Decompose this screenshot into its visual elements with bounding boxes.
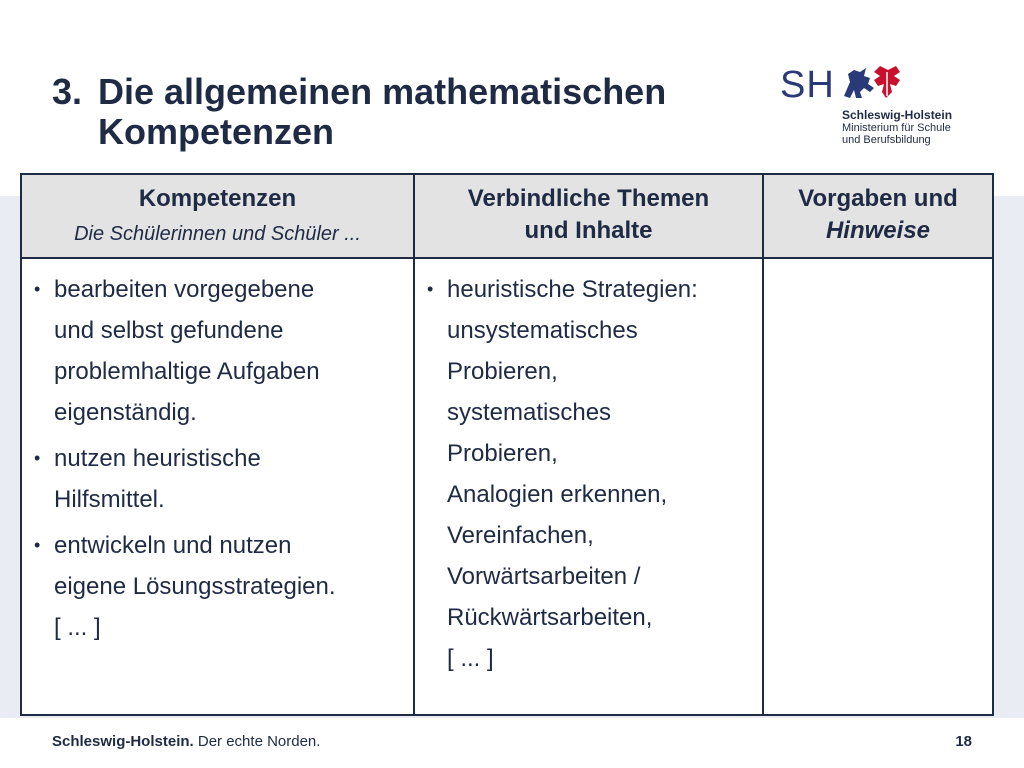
bullet-icon: •	[427, 279, 434, 299]
list-item-text: Vereinfachen,	[447, 522, 594, 549]
column-header-subtitle: Die Schülerinnen und Schüler ...	[74, 223, 361, 245]
logo-ministry-line-1: Ministerium für Schule	[842, 122, 951, 134]
list-item-text: nutzen heuristische	[54, 445, 261, 472]
bullet-icon: •	[34, 448, 41, 468]
footer-slogan	[52, 733, 320, 750]
list-item	[32, 525, 403, 648]
column-header	[764, 175, 992, 259]
list-item	[32, 269, 403, 433]
logo-org-name: Schleswig-Holstein	[842, 108, 953, 122]
column-body	[415, 269, 762, 684]
logo-ministry-line-2: und Berufsbildung	[842, 134, 931, 146]
ministry-logo	[780, 62, 960, 148]
list-item	[32, 438, 403, 520]
column-header-title	[415, 175, 762, 247]
column-kompetenzen	[22, 175, 415, 714]
list-item	[425, 269, 752, 679]
column-header-line-1: Vorgaben und	[798, 185, 958, 212]
column-header-title: Kompetenzen	[138, 185, 297, 212]
list-item-text: Hilfsmittel.	[54, 486, 165, 513]
list-item-text: [ ... ]	[54, 614, 101, 641]
list-item-text: problemhaltige Aufgaben	[54, 358, 320, 385]
list-item-text: [ ... ]	[447, 645, 494, 672]
column-header	[22, 175, 413, 259]
list-item-text: heuristische Strategien:	[447, 276, 698, 303]
list-item-text: Vorwärtsarbeiten /	[447, 563, 641, 590]
list-item-text: Probieren,	[447, 358, 558, 385]
column-vorgaben	[764, 175, 992, 714]
title-line-2: Kompetenzen	[98, 111, 335, 152]
column-header-title	[764, 175, 992, 247]
list-item-text: eigene Lösungsstrategien.	[54, 573, 336, 600]
bullet-icon: •	[34, 279, 41, 299]
slide-title	[52, 72, 666, 152]
footer-slogan-text: Der echte Norden.	[197, 733, 321, 750]
title-number: 3.	[52, 71, 83, 112]
competence-table	[20, 173, 994, 716]
list-item-text: Rückwärtsarbeiten,	[447, 604, 653, 631]
column-header-line-1: Verbindliche Themen	[467, 185, 710, 212]
list-item-text: Probieren,	[447, 440, 558, 467]
list-item-text: bearbeiten vorgegebene	[54, 276, 315, 303]
footer-brand: Schleswig-Holstein.	[52, 733, 194, 750]
column-themen	[415, 175, 764, 714]
column-header-line-2: und Inhalte	[524, 217, 653, 244]
list-item-text: eigenständig.	[54, 399, 197, 426]
page-number: 18	[955, 733, 972, 750]
crest-icon	[840, 62, 936, 104]
logo-letters: SH	[780, 64, 835, 106]
list-item-text: entwickeln und nutzen	[54, 532, 292, 559]
list-item-text: unsystematisches	[447, 317, 638, 344]
title-line-1: Die allgemeinen mathematischen	[98, 71, 667, 112]
list-item-text: und selbst gefundene	[54, 317, 284, 344]
column-header	[415, 175, 762, 259]
column-header-line-2: Hinweise	[825, 217, 931, 244]
column-body	[22, 269, 413, 653]
list-item-text: Analogien erkennen,	[447, 481, 668, 508]
list-item-text: systematisches	[447, 399, 612, 426]
bullet-icon: •	[34, 535, 41, 555]
